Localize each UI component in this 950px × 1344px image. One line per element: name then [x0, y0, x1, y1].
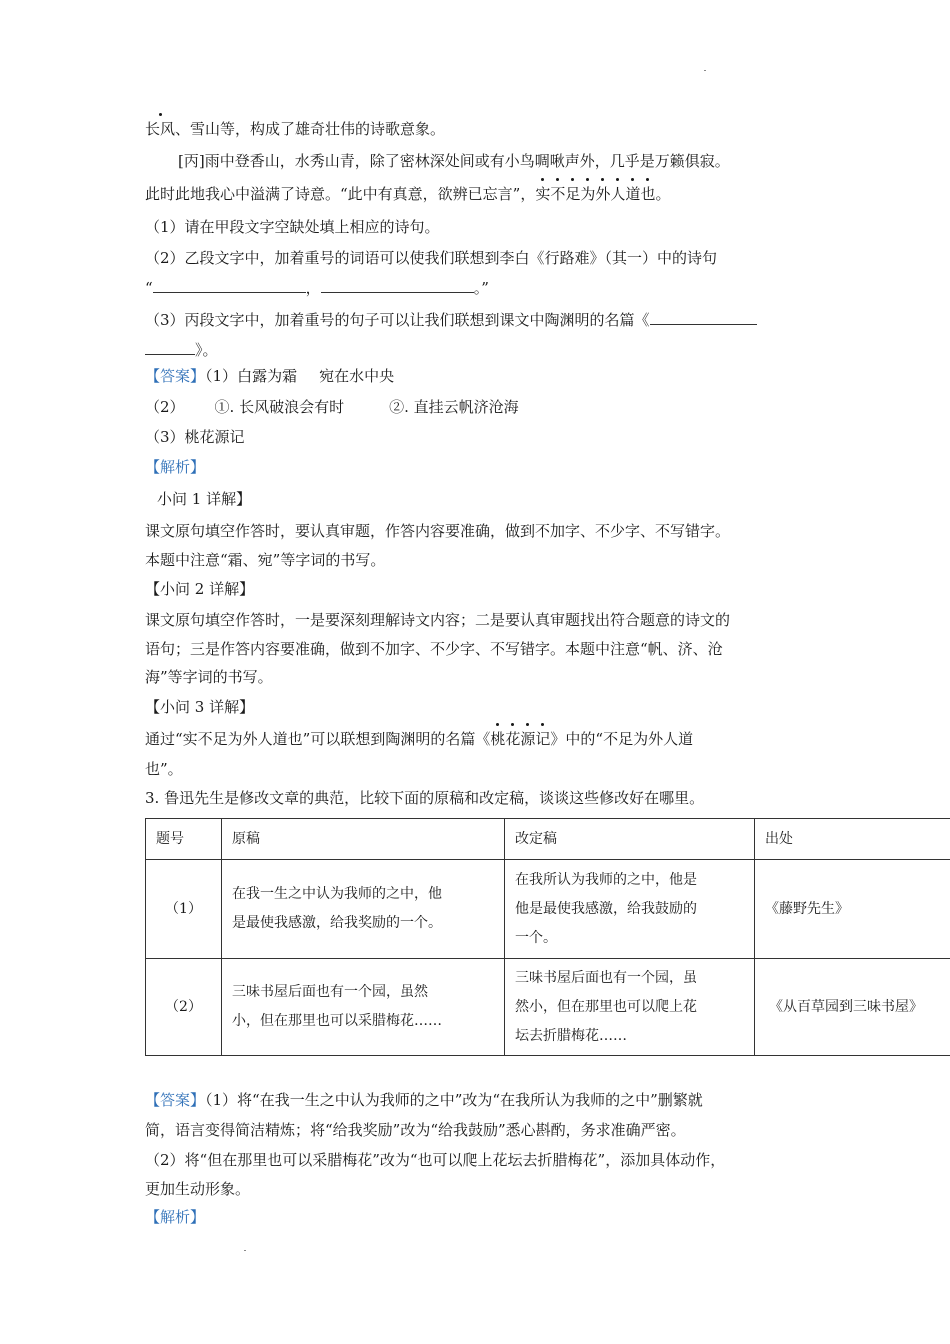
answer3-line: （2）将“但在那里也可以采腊梅花”改为“也可以爬上花坛去折腊梅花”，添加具体动作，	[145, 1151, 726, 1169]
emphasis-char: 桃	[490, 730, 506, 748]
answer3-line: 【答案】（1）将“在我一生之中认为我师的之中”改为“在我所认为我师的之中”删繁就	[145, 1091, 703, 1109]
emphasis-char: 花	[505, 730, 521, 748]
sub3-line: 通过“实不足为外人道也”可以联想到陶渊明的名篇《桃花源记》中的“不足为外人道	[145, 730, 694, 748]
sub3-title: 【小问 3 详解】	[145, 698, 255, 716]
header-cell: 题号	[146, 819, 222, 860]
question-1: （1）请在甲段文字空缺处填上相应的诗句。	[145, 218, 440, 236]
table-header-row	[146, 819, 950, 860]
emphasis-char: 也	[640, 185, 656, 203]
answer-blank[interactable]	[153, 278, 306, 293]
answer-blank[interactable]	[650, 310, 757, 325]
comparison-table	[145, 818, 950, 1056]
answer3-line: 更加生动形象。	[145, 1180, 251, 1198]
row-number: （1）	[146, 860, 222, 959]
table-row	[146, 860, 950, 959]
emphasis-char: 足	[565, 185, 581, 203]
answer-3-line: （3）桃花源记	[145, 428, 245, 446]
answer-2-line: （2） ①. 长风破浪会有时 ②. 直挂云帆济沧海	[145, 398, 519, 416]
analysis-tag: 【解析】	[145, 1208, 206, 1226]
header-cell: 出处	[755, 819, 950, 860]
emphasis-char: 记	[535, 730, 551, 748]
answer3-line: 简，语言变得简洁精炼；将“给我奖励”改为“给我鼓励”悉心斟酌，务求准确严密。	[145, 1121, 686, 1139]
header-cell: 改定稿	[505, 819, 755, 860]
answer-tag: 【答案】	[145, 367, 206, 385]
emphasis-dotted-sentence	[535, 185, 655, 203]
emphasis-char: 源	[520, 730, 536, 748]
sub1-line: 课文原句填空作答时，要认真审题，作答内容要准确，做到不加字、不少字、不写错字。	[145, 522, 731, 540]
emphasis-dotted-title	[490, 730, 550, 748]
answer-1-line: 【答案】（1）白露为霜 宛在水中央	[145, 367, 395, 385]
answer-blank[interactable]	[321, 278, 474, 293]
question-3-cont: 》。	[145, 339, 218, 361]
emphasis-char: 道	[625, 185, 641, 203]
sub1-title: 小问 1 详解】	[157, 490, 252, 508]
source-cell: 《从百草园到三味书屋》	[755, 959, 950, 1056]
question-3-title: 3. 鲁迅先生是修改文章的典范，比较下面的原稿和改定稿，谈谈这些修改好在哪里。	[145, 789, 705, 807]
sub2-line: 海”等字词的书写。	[145, 668, 273, 686]
sub1-line: 本题中注意“霜、宛”等字词的书写。	[145, 551, 386, 569]
answer-blank[interactable]	[145, 340, 195, 355]
answer-tag: 【答案】	[145, 1091, 206, 1109]
sub2-title: 【小问 2 详解】	[145, 580, 255, 598]
emphasis-char: 实	[535, 185, 551, 203]
passage-line: 长风、雪山等，构成了雄奇壮伟的诗歌意象。	[145, 120, 446, 138]
scan-speck	[704, 70, 706, 71]
question-2: （2）乙段文字中，加着重号的词语可以使我们联想到李白《行路难》（其一）中的诗句	[145, 249, 718, 267]
emphasis-dotted-text: 长风	[145, 120, 176, 138]
emphasis-char: 为	[580, 185, 596, 203]
question-2-blanks: “ ， 。”	[145, 279, 489, 297]
emphasis-char: 不	[550, 185, 566, 203]
passage-bing-line: [丙]雨中登香山，水秀山青，除了密林深处间或有小鸟啁啾声外，几乎是万籁俱寂。	[178, 152, 730, 170]
header-cell: 原稿	[222, 819, 505, 860]
revised-text-cell: 在我所认为我师的之中，他是 他是最使我感激，给我鼓励的 一个。	[505, 860, 755, 959]
original-text-cell: 在我一生之中认为我师的之中，他 是最使我感激，给我奖励的一个。	[222, 860, 505, 959]
original-text-cell: 三味书屋后面也有一个园，虽然 小，但在那里也可以采腊梅花……	[222, 959, 505, 1056]
sub2-line: 语句；三是作答内容要准确，做到不加字、不少字、不写错字。本题中注意“帆、济、沧	[145, 640, 723, 658]
source-cell: 《藤野先生》	[755, 860, 950, 959]
scan-speck	[244, 1250, 246, 1251]
row-number: （2）	[146, 959, 222, 1056]
emphasis-char: 人	[610, 185, 626, 203]
table-row	[146, 959, 950, 1056]
sub3-line: 也”。	[145, 760, 183, 778]
question-3: （3）丙段文字中，加着重号的句子可以让我们联想到课文中陶渊明的名篇《	[145, 309, 757, 331]
revised-text-cell: 三味书屋后面也有一个园，虽 然小，但在那里也可以爬上花 坛去折腊梅花……	[505, 959, 755, 1056]
sub2-line: 课文原句填空作答时，一是要深刻理解诗文内容；二是要认真审题找出符合题意的诗文的	[145, 611, 731, 629]
passage-bing-line: 此时此地我心中溢满了诗意。“此中有真意，欲辨已忘言”，实不足为外人道也。	[145, 185, 671, 203]
analysis-tag: 【解析】	[145, 458, 206, 476]
emphasis-char: 外	[595, 185, 611, 203]
